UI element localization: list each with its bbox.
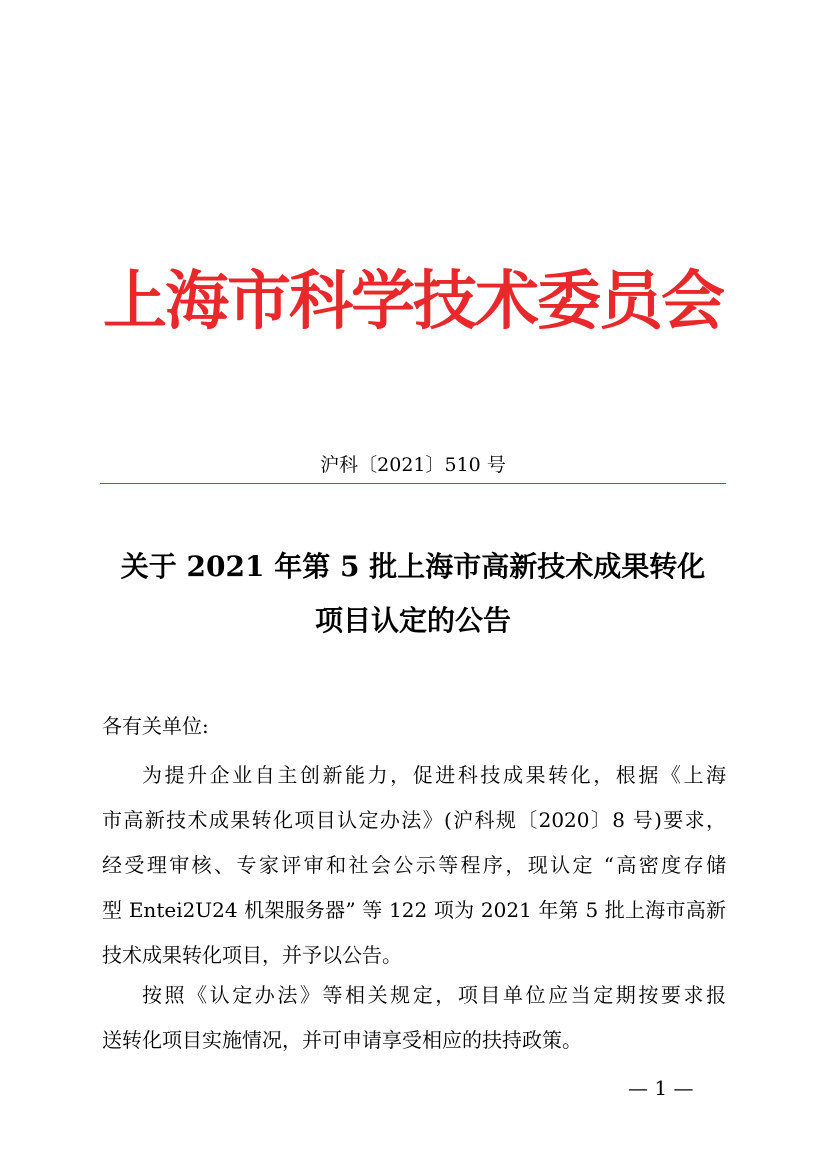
document-number: 沪科〔2021〕510 号 bbox=[320, 454, 506, 476]
red-divider-line bbox=[100, 483, 726, 484]
paragraph-line: 型 Entei2U24 机架服务器” 等 122 项为 2021 年第 5 批上海市高新 bbox=[102, 898, 726, 922]
paragraph-line: 送转化项目实施情况，并可申请享受相应的扶持政策。 bbox=[102, 1028, 582, 1052]
page-number: — 1 — bbox=[628, 1076, 694, 1100]
paragraph-line: 经受理审核、专家评审和社会公示等程序，现认定 “高密度存储 bbox=[102, 853, 726, 877]
document-title bbox=[80, 540, 746, 648]
paragraph-line: 市高新技术成果转化项目认定办法》(沪科规〔2020〕8 号)要求， bbox=[102, 808, 726, 832]
body-paragraph-2 bbox=[102, 973, 726, 1063]
paragraph-line: 为提升企业自主创新能力，促进科技成果转化，根据《上海 bbox=[142, 763, 726, 787]
salutation: 各有关单位: bbox=[102, 714, 209, 738]
document-title-line-1: 关于 2021 年第 5 批上海市高新技术成果转化 bbox=[120, 550, 706, 583]
paragraph-line: 按照《认定办法》等相关规定，项目单位应当定期按要求报 bbox=[142, 983, 726, 1007]
document-title-line-2: 项目认定的公告 bbox=[314, 604, 511, 637]
body-paragraph-1 bbox=[102, 753, 726, 978]
issuing-organization-header: 上海市科学技术委员会 bbox=[103, 264, 723, 339]
paragraph-line: 技术成果转化项目，并予以公告。 bbox=[102, 943, 402, 967]
